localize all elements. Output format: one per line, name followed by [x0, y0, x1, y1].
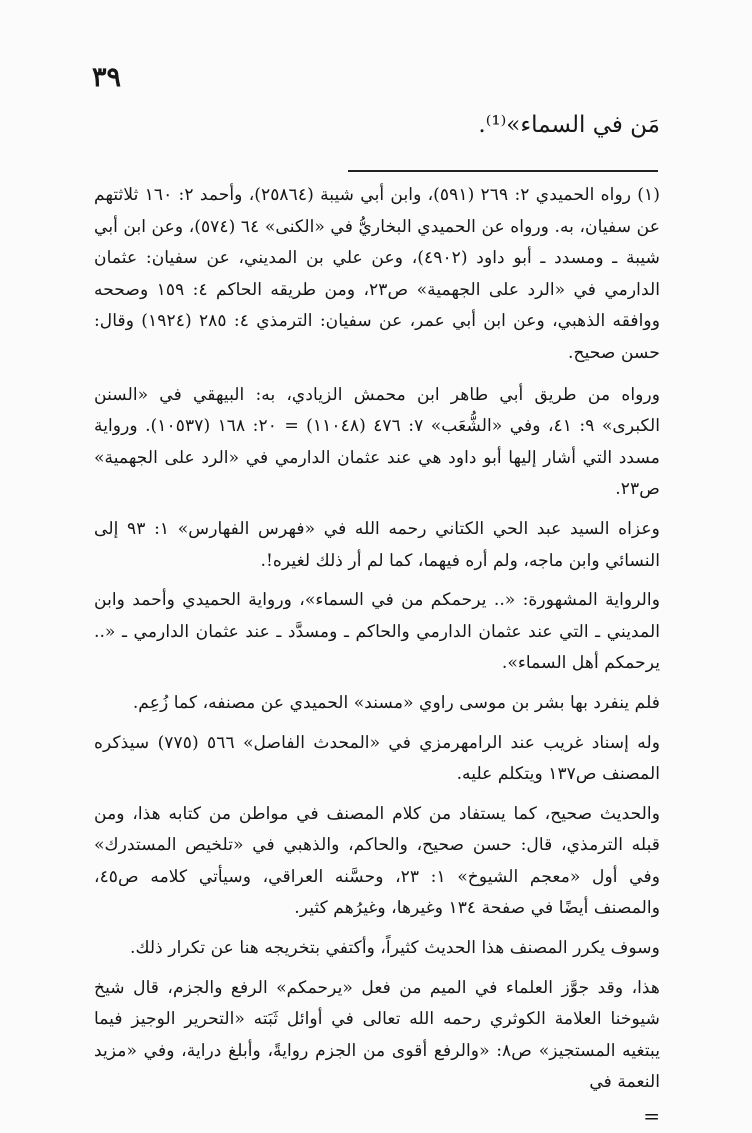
footnote-paragraph: وعزاه السيد عبد الحي الكتاني رحمه الله في «فهرس الفهارس» ١: ٩٣ إلى النسائي وابن ماجه، ولم أره فيهما، كما لم أر ذلك لغيره!.: [94, 518, 660, 571]
footnotes: [94, 180, 660, 1133]
page-number: ٣٩: [92, 62, 122, 93]
main-text-line: مَن في السماء»⁽¹⁾.: [478, 112, 660, 138]
footnote-paragraph: والحديث صحيح، كما يستفاد من كلام المصنف في مواطن من كتابه هذا، ومن قبله الترمذي، قال: حسن صحيح، والحاكم، والذهبي في «تلخيص المستدرك» وفي أول «معجم الشيوخ» ١: ٢٣، وحسَّنه العراقي، وسيأتي كلامه ص٤٥، والمصنف أيضًا في صفحة ١٣٤ وغيرها، وغيرُهم كثير.: [94, 803, 660, 919]
continuation-mark: =: [643, 1104, 660, 1129]
footnote-paragraph: هذا، وقد جوَّز العلماء في الميم من فعل «يرحمكم» الرفع والجزم، قال شيخ شيوخنا العلامة الكوثري رحمه الله تعالى في أوائل ثَبَته «التحرير الوجيز فيما يبتغيه المستجيز» ص٨: «والرفع أقوى من الجزم روايةً، وأبلغ دراية، وفي «مزيد النعمة في: [94, 977, 660, 1093]
footnote-paragraph: فلم ينفرد بها بشر بن موسى راوي «مسند» الحميدي عن مصنفه، كما زُعِم.: [132, 692, 660, 713]
footnote-paragraph: ورواه من طريق أبي طاهر ابن محمش الزيادي، به: البيهقي في «السنن الكبرى» ٩: ٤١، وفي «الشُّعَب» ٧: ٤٧٦ (١١٠٤٨) = ٢٠: ١٦٨ (١٠٥٣٧). ورواية مسدد التي أشار إليها أبو داود هي عند عثمان الدارمي في «الرد على الجهمية» ص٢٣.: [94, 384, 661, 500]
footnote-paragraph: والرواية المشهورة: «.. يرحمكم من في السماء»، ورواية الحميدي وأحمد وابن المديني ـ التي عند عثمان الدارمي والحاكم ـ ومسدَّد ـ عند عثمان الدارمي ـ «.. يرحمكم أهل السماء».: [94, 590, 660, 674]
footnote-paragraph: (١) رواه الحميدي ٢: ٢٦٩ (٥٩١)، وابن أبي شيبة (٢٥٨٦٤)، وأحمد ٢: ١٦٠ ثلاثتهم عن سفيان، به. ورواه عن الحميدي البخاريُّ في «الكنى» ٦٤ (٥٧٤)، وعن ابن أبي شيبة ـ ومسدد ـ أبو داود (٤٩٠٢)، وعن علي بن المديني، عن سفيان: عثمان الدارمي في «الرد على الجهمية» ص٢٣، ومن طريقه الحاكم ٤: ١٥٩ وصححه ووافقه الذهبي، وعن ابن أبي عمر، عن سفيان: الترمذي ٤: ٢٨٥ (١٩٢٤) وقال: حسن صحيح.: [94, 185, 661, 363]
footnote-separator: [348, 170, 658, 172]
footnote-paragraph: وسوف يكرر المصنف هذا الحديث كثيراً، وأكتفي بتخريجه هنا عن تكرار ذلك.: [129, 938, 660, 959]
footnote-paragraph: وله إسناد غريب عند الرامهرمزي في «المحدث الفاصل» ٥٦٦ (٧٧٥) سيذكره المصنف ص١٣٧ ويتكلم عليه.: [94, 732, 660, 785]
